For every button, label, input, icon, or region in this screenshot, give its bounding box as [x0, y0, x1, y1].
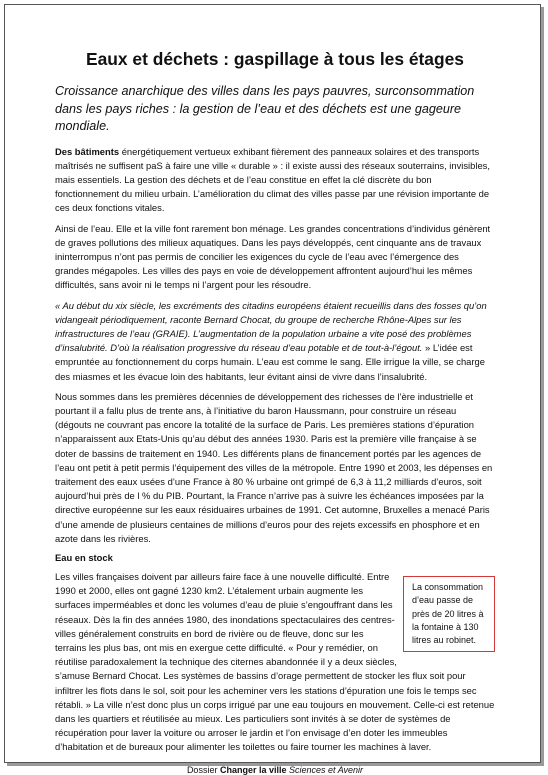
- paragraph-1-bold: Des bâtiments: [55, 145, 120, 157]
- paragraph-3: [55, 299, 495, 384]
- paragraph-1-text: énergétiquement vertueux exhibant fièrement des panneaux solaires et des transports maîtrisés ne suffisent paS à faire une ville « durable » : il existe aussi des réseaux souterrains, invisibles, mais essentiels. La gestion des déchets et de l’eau constitue en effet la clé discrète du bon fonctionnement du milieu urbain. L’amélioration du climat des villes passe par une révision importante de ces deux fonctions vitales.: [55, 145, 490, 214]
- paragraph-3-text: » L’idée est empruntée au fonctionnement du corps humain. L’eau est comme le sang. Elle irrigue la ville, se charge des miasmes et les évacue loin des habitants, leur évitant ainsi de vivre dans l’insalubrité.: [55, 342, 485, 382]
- paragraph-1: [55, 145, 495, 216]
- paragraph-4: Nous sommes dans les premières décennies de développement des richesses de l’ère industrielle et pourtant il a fallu plus de trente ans, à l’initiative du baron Haussmann, pour construire un réseau (dégouts ne couvrant pas encore la totalité de la surface de Paris. Les premières stations d’épuration n’apparaissent aux Etats-Unis qu’au début des années 1930. Paris est la première ville française à se doter de bassins de traitement en 1940. Les différents plans de financement portés par les agences de l’eau ont petit à petit permis l’équipement des villes de la métropole. Entre 1990 et 2003, les dépenses en traitement des eaux usées d’une France à 80 % urbaine ont grimpé de 6,3 à 11,2 milliards d’euros, soit aujourd’hui près de l % du PIB. Pourtant, la France n’arrive pas à suivre les échéances imposées par la directive européenne sur les eaux résiduaires urbaines de 1991. Cet automne, Bruxelles a menacé Paris d’une amende de plusieurs centaines de millions d’euros pour des rejets excessifs en phosphore et en azote dans les rivières.: [55, 390, 493, 544]
- footer-bold: Changer la ville: [219, 764, 287, 775]
- paragraph-5: Les villes françaises doivent par ailleurs faire face à une nouvelle difficulté. Entre 1990 et 2000, elles ont gagné 1230 km2. L’étalement urbain augmente les surfaces imperméables et donc les volumes d’eau de pluie s’engouffrant dans les réseaux. Dès la fin des années 1980, des inondations spectaculaires des centres-villes généralement construits en bord de rivière ou de fleuve, donc sur les terrains les plus bas, ont mis en exergue cette difficulté. « Pour y remédier, on réutilise paradoxalement la technique des citernes abandonnée il y a deux siècles, s’amuse Bernard Chocat. Les systèmes de bassins d’orage permettent de stocker les flux soit pour infiltrer les flots dans le sol, soit pour les acheminer vers les stations d’épuration une fois le temps sec rétabli. » La ville n’est donc plus un corps irrigué par une eau toujours en mouvement. Celle-ci est retenue dans les quartiers et réutilisée au mieux. Les particuliers sont invités à se doter de systèmes de récupération pour laver la voiture ou arroser le jardin et l’on envisage d’en doter les immeubles d’habitation et de bureaux pour alimenter les toilettes ou faire tourner les machines à laver.: [55, 570, 495, 753]
- paragraph-2: Ainsi de l’eau. Elle et la ville font rarement bon ménage. Les grandes concentrations d’individus génèrent de graves pollutions des milieux aquatiques. Dans les pays développés, cent cinquante ans de travaux ininterrompus n’ont pas permis de concilier les exigences du cycle de l’eau avec l’émergence des grandes mégapoles. Les villes des pays en voie de développement affrontent aujourd’hui les mêmes difficultés, sans avoir ni le temps ni l’argent pour les résoudre.: [55, 222, 491, 291]
- quote-text: « Au début du xix siècle, les excréments des citadins européens étaient recueillis dans des fosses qu’on vidangeait périodiquement, raconte Bernard Chocat, du groupe de recherche Rhône-Alpes sur les infrastructures de l’eau (GRAIE). L’augmentation de la population urbaine a vite posé des problèmes d’insalubrité. D’où la réalisation progressive du réseau d’eau potable et de tout-à-l’égout.: [55, 299, 487, 354]
- footer-italic: Sciences et Avenir: [289, 764, 364, 775]
- article: [55, 49, 495, 775]
- section-subtitle: Eau en stock: [55, 551, 113, 563]
- footer-prefix: Dossier: [186, 764, 220, 775]
- callout-box: La consommation d’eau passe de près de 20 litres à la fontaine à 130 litres au robinet.: [403, 576, 495, 652]
- document-page: [4, 4, 541, 775]
- article-title: Eaux et déchets : gaspillage à tous les étages: [86, 49, 464, 69]
- article-lead: Croissance anarchique des villes dans les pays pauvres, surconsommation dans les pays riches : la gestion de l’eau et des déchets est une gageure mondiale.: [55, 84, 475, 133]
